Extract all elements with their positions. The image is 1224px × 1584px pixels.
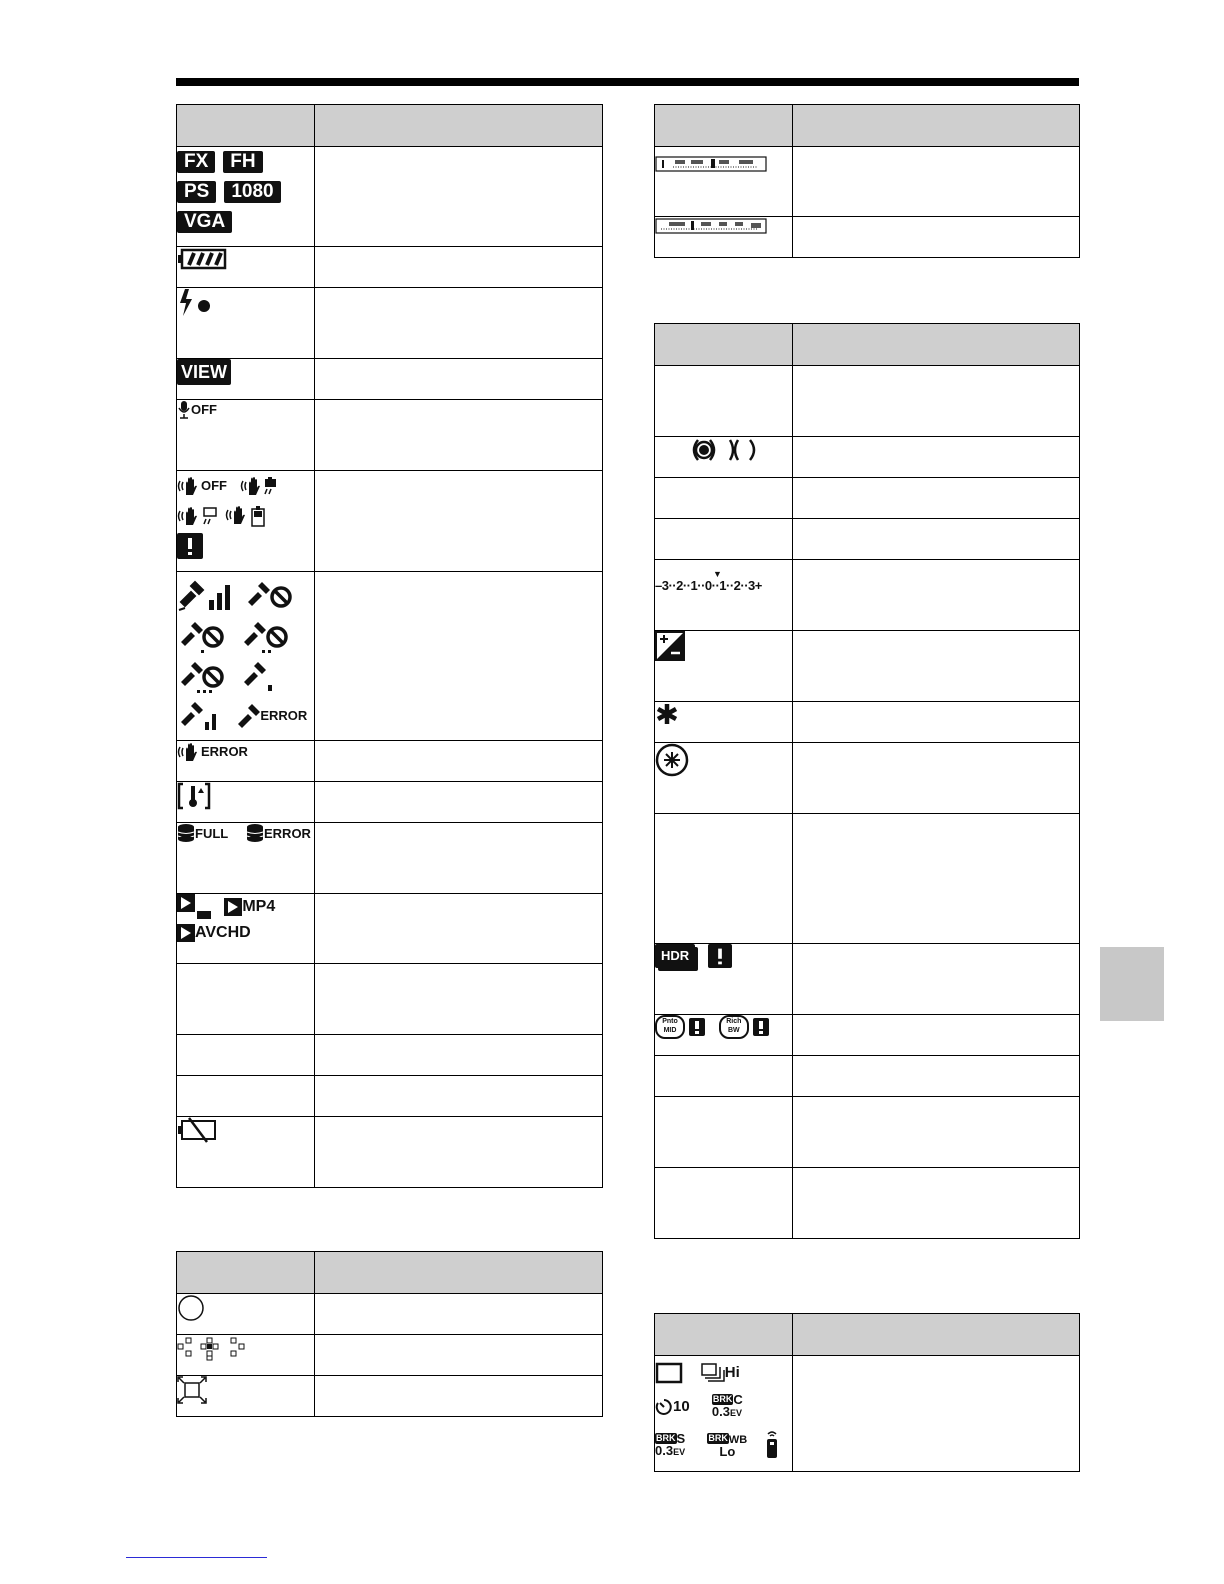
steadyshot-icons: [177, 471, 315, 572]
brk-s-label: S: [676, 1430, 686, 1446]
database-error-icon: [246, 825, 311, 842]
fh-format-icon: FH: [223, 151, 262, 173]
overheat-icon: [177, 782, 211, 810]
header-display: [655, 1314, 793, 1356]
ev-scale-icon: –3··2··1··0··1··2··3+: [655, 578, 762, 593]
ev-unit: EV: [673, 1446, 686, 1457]
steadyshot-off-label: OFF: [201, 478, 227, 493]
top-rule: [176, 78, 1079, 86]
header-indication: [315, 1252, 603, 1294]
battery-icon: [177, 247, 227, 271]
footer-link-line: [126, 1557, 267, 1558]
gps-status-icons: [177, 572, 315, 741]
warning-icon: [689, 1018, 705, 1036]
gps-signal-1-icon: [240, 660, 280, 694]
indicator-table-right-2: [654, 323, 1080, 1239]
blank-cell: [655, 814, 793, 944]
steadyshot-photo-icon: [240, 475, 280, 497]
gps-error-label: ERROR: [260, 708, 308, 724]
1080-format-icon: 1080: [224, 181, 280, 203]
mic-off-icon: [177, 401, 217, 418]
header-indication: [793, 1314, 1080, 1356]
chapter-side-tab: [1100, 947, 1164, 1021]
header-indication: [315, 105, 603, 147]
picture-effect-rich-bw-icon: [719, 1015, 749, 1039]
brk-label: BRK: [656, 1432, 676, 1443]
database-full-label: FULL: [195, 826, 229, 842]
fx-format-icon: FX: [177, 151, 215, 173]
remote-commander-icon: [765, 1430, 779, 1460]
ps-format-icon: PS: [177, 181, 216, 203]
hdr-label: HDR: [655, 944, 695, 968]
hi-label: Hi: [724, 1364, 740, 1382]
indicator-table-right-3: [654, 1313, 1080, 1472]
hdr-warning-icon: [655, 947, 732, 964]
mp4-view-icon: [224, 898, 275, 915]
vga-format-icon: VGA: [177, 211, 232, 233]
gps-signal-strong-icon: [177, 580, 231, 612]
gps-no-signal-icon: [244, 580, 294, 612]
continuous-hi-icon: [701, 1364, 740, 1381]
database-full-icon: [177, 825, 228, 842]
ev-unit: EV: [730, 1408, 743, 1418]
steadyshot-photo-movie-icon: [225, 504, 269, 528]
header-display: [655, 105, 793, 147]
database-error-label: ERROR: [264, 826, 311, 842]
focus-indicator-icon: [689, 437, 759, 463]
mid-label: MID: [663, 1027, 677, 1034]
mp4-label: MP4: [242, 898, 276, 916]
blank-cell: [177, 1035, 315, 1076]
gps-signal-2-icon: [177, 700, 221, 732]
shutter-speed-indicator-icon: [655, 156, 767, 172]
brk-wb-lo-label: Lo: [719, 1443, 736, 1459]
bracket-continuous-icon: [712, 1394, 743, 1419]
face-detection-frame-icon: [177, 1376, 207, 1404]
self-timer-10-icon: [655, 1398, 690, 1415]
picture-effect-pnto-icon: [655, 1015, 685, 1039]
spot-metering-circle-icon: [177, 1294, 205, 1322]
brk-c-ev-value: 0.3: [711, 1404, 730, 1419]
header-display: [177, 105, 315, 147]
blank-cell: [655, 366, 793, 437]
indicator-table-left-1: [176, 104, 603, 1188]
blank-cell: [655, 1168, 793, 1239]
avchd-view-icon: [177, 924, 251, 941]
pnto-label: Pnto: [662, 1018, 678, 1025]
ev-pointer-icon: ▼: [713, 569, 722, 579]
gps-searching-3-icon: [177, 660, 227, 694]
view-mode-icons: [177, 894, 315, 964]
drive-mode-icons: [655, 1356, 793, 1472]
mic-off-label: OFF: [191, 402, 217, 418]
gps-searching-1-icon: [177, 620, 227, 654]
steadyshot-error-icon: [177, 743, 248, 760]
blank-cell: [177, 1076, 315, 1117]
af-area-frames-icon: [177, 1335, 247, 1361]
exposure-compensation-icon: [655, 631, 685, 661]
brk-label: BRK: [712, 1394, 733, 1405]
still-view-icon: [177, 894, 211, 920]
indicator-table-right-1: [654, 104, 1080, 258]
bracket-single-icon: [655, 1430, 686, 1458]
ae-lock-icon: [655, 702, 679, 726]
rich-label: Rich: [726, 1018, 742, 1025]
warning-icon: [177, 533, 203, 559]
desc-cell: [315, 147, 603, 247]
single-shooting-icon: [655, 1362, 683, 1384]
header-display: [655, 324, 793, 366]
flash-charge-icon: [177, 288, 217, 318]
brk-label: BRK: [708, 1432, 728, 1443]
metering-mode-icon: [655, 743, 689, 777]
steadyshot-hand-icon: [177, 475, 201, 497]
blank-cell: [655, 519, 793, 560]
no-battery-icon: [177, 1117, 217, 1143]
avchd-label: AVCHD: [195, 924, 251, 942]
brk-c-label: C: [733, 1392, 743, 1407]
steadyshot-error-label: ERROR: [201, 744, 248, 760]
timer-label: 10: [673, 1397, 690, 1415]
blank-cell: [655, 1097, 793, 1168]
aperture-indicator-icon: [655, 218, 767, 234]
gps-searching-2-icon: [240, 620, 290, 654]
warning-icon: [753, 1018, 769, 1036]
view-icon: VIEW: [177, 359, 231, 385]
header-indication: [793, 324, 1080, 366]
blank-cell: [655, 478, 793, 519]
movie-format-icons: [177, 147, 315, 247]
bracket-wb-icon: [707, 1433, 747, 1458]
gps-error-icon: [234, 707, 307, 724]
header-indication: [793, 105, 1080, 147]
bw-label: BW: [727, 1027, 740, 1034]
indicator-table-left-2: [176, 1251, 603, 1417]
header-display: [177, 1252, 315, 1294]
brk-s-ev-value: 0.3: [655, 1442, 674, 1458]
blank-cell: [655, 1056, 793, 1097]
brk-wb-label: WB: [728, 1433, 748, 1446]
steadyshot-movie-icon: [177, 505, 221, 527]
blank-cell: [177, 964, 315, 1035]
